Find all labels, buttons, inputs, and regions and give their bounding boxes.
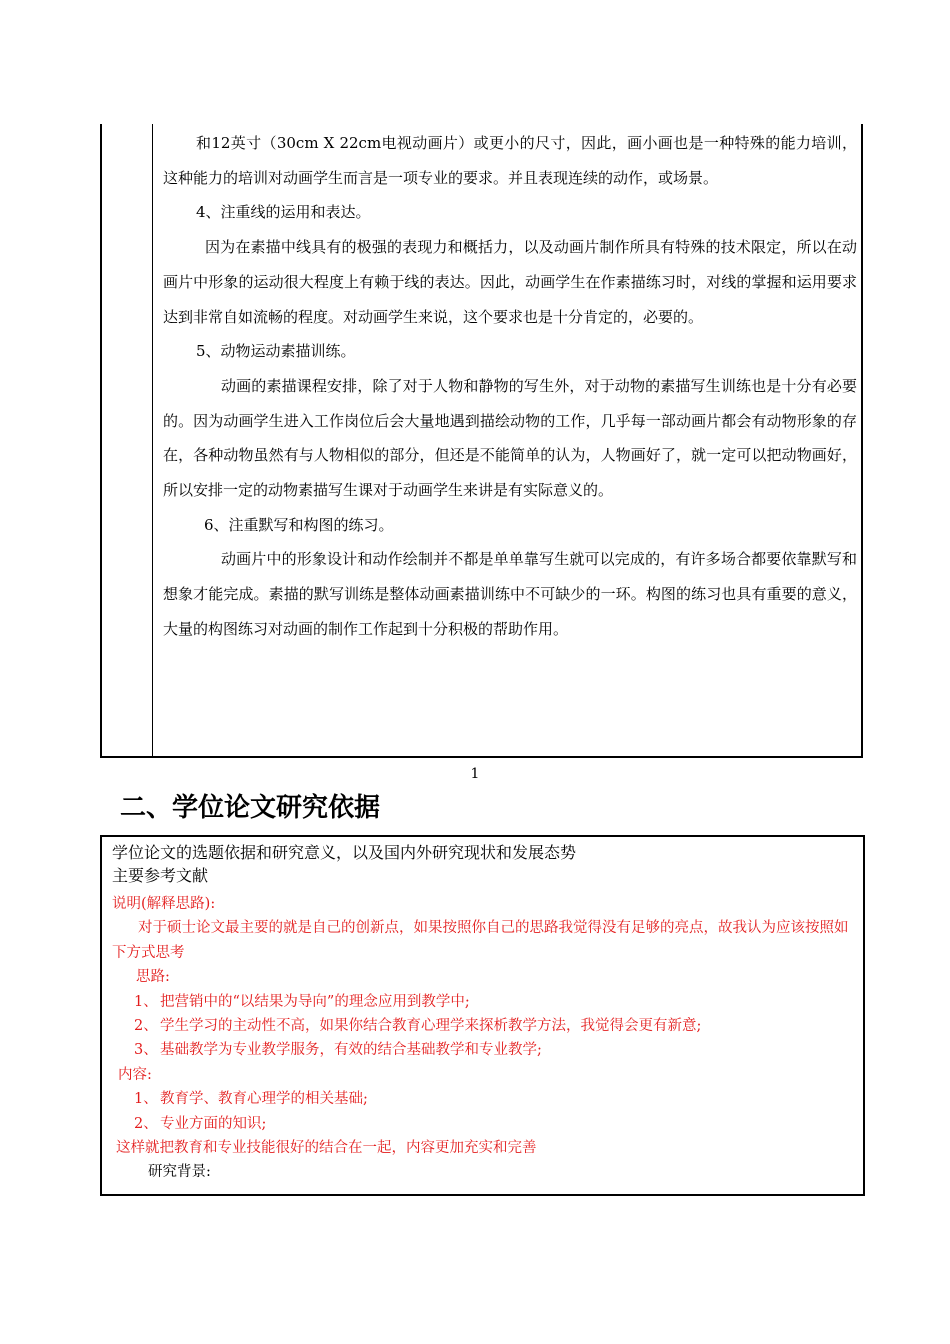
summary-text: 这样就把教育和专业技能很好的结合在一起，内容更加充实和完善 [116, 1140, 537, 1157]
list-item: 1、 把营销中的“以结果为导向”的理念应用到教学中; [134, 993, 470, 1010]
table-heading-references: 主要参考文献 [112, 866, 209, 885]
table-heading-topic: 学位论文的选题依据和研究意义，以及国内外研究现状和发展态势 [112, 843, 577, 862]
research-basis-table [100, 835, 865, 1196]
paragraph-animal-sketch: 动画的素描课程安排，除了对于人物和静物的写生外，对于动物的素描写生训练也是十分有必要的。因为动画学生进入工作岗位后会大量地遇到描绘动物的工作，几乎每一部动画片都会有动物形象的存在，各种动物虽然有与人物相似的部分，但还是不能简单的认为，人物画好了，就一定可以把动物画好，所以安排一定的动物素描写生课对于动画学生来讲是有实际意义的。 [163, 376, 857, 500]
explain-label: 说明(解释思路): [112, 896, 216, 912]
section-title: 二、学位论文研究依据 [120, 793, 381, 823]
item-heading-5: 5、动物运动素描训练。 [196, 342, 356, 361]
item-heading-4: 4、注重线的运用和表达。 [196, 203, 371, 222]
paragraph-small-drawing: 和12英寸（30cm X 22cm电视动画片）或更小的尺寸，因此，画小画也是一种特殊的能力培训，这种能力的培训对动画学生而言是一项专业的要求。并且表现连续的动作，或场景。 [163, 134, 857, 187]
table-label-column [102, 124, 153, 756]
list-item: 1、 教育学、教育心理学的相关基础; [134, 1091, 368, 1108]
table-content-cell [163, 126, 857, 647]
advisor-comments [112, 892, 857, 1185]
continued-table [100, 124, 863, 758]
list-item: 3、 基础教学为专业教学服务，有效的结合基础教学和专业教学; [134, 1042, 542, 1059]
explain-text: 对于硕士论文最主要的就是自己的创新点，如果按照你自己的思路我觉得没有足够的亮点，故我认为应该按照如下方式思考 [112, 920, 849, 961]
paragraph-line-usage: 因为在素描中线具有的极强的表现力和概括力，以及动画片制作所具有特殊的技术限定，所以在动画片中形象的运动很大程度上有赖于线的表达。因此，动画学生在作素描练习时，对线的掌握和运用要求达到非常自如流畅的程度。对动画学生来说，这个要求也是十分肯定的，必要的。 [163, 238, 857, 326]
item-heading-6: 6、注重默写和构图的练习。 [204, 515, 394, 534]
thinking-label: 思路: [136, 969, 170, 986]
content-label: 内容: [118, 1066, 152, 1083]
list-item: 2、 学生学习的主动性不高，如果你结合教育心理学来探析教学方法，我觉得会更有新意; [134, 1018, 702, 1035]
page-number: 1 [470, 766, 480, 782]
paragraph-memory-composition: 动画片中的形象设计和动作绘制并不都是单单靠写生就可以完成的，有许多场合都要依靠默写和想象才能完成。素描的默写训练是整体动画素描训练中不可缺少的一环。构图的练习也具有重要的意义，大量的构图练习对动画的制作工作起到十分积极的帮助作用。 [163, 550, 857, 638]
list-item: 2、 专业方面的知识; [134, 1115, 267, 1132]
research-background-label: 研究背景: [148, 1164, 211, 1181]
